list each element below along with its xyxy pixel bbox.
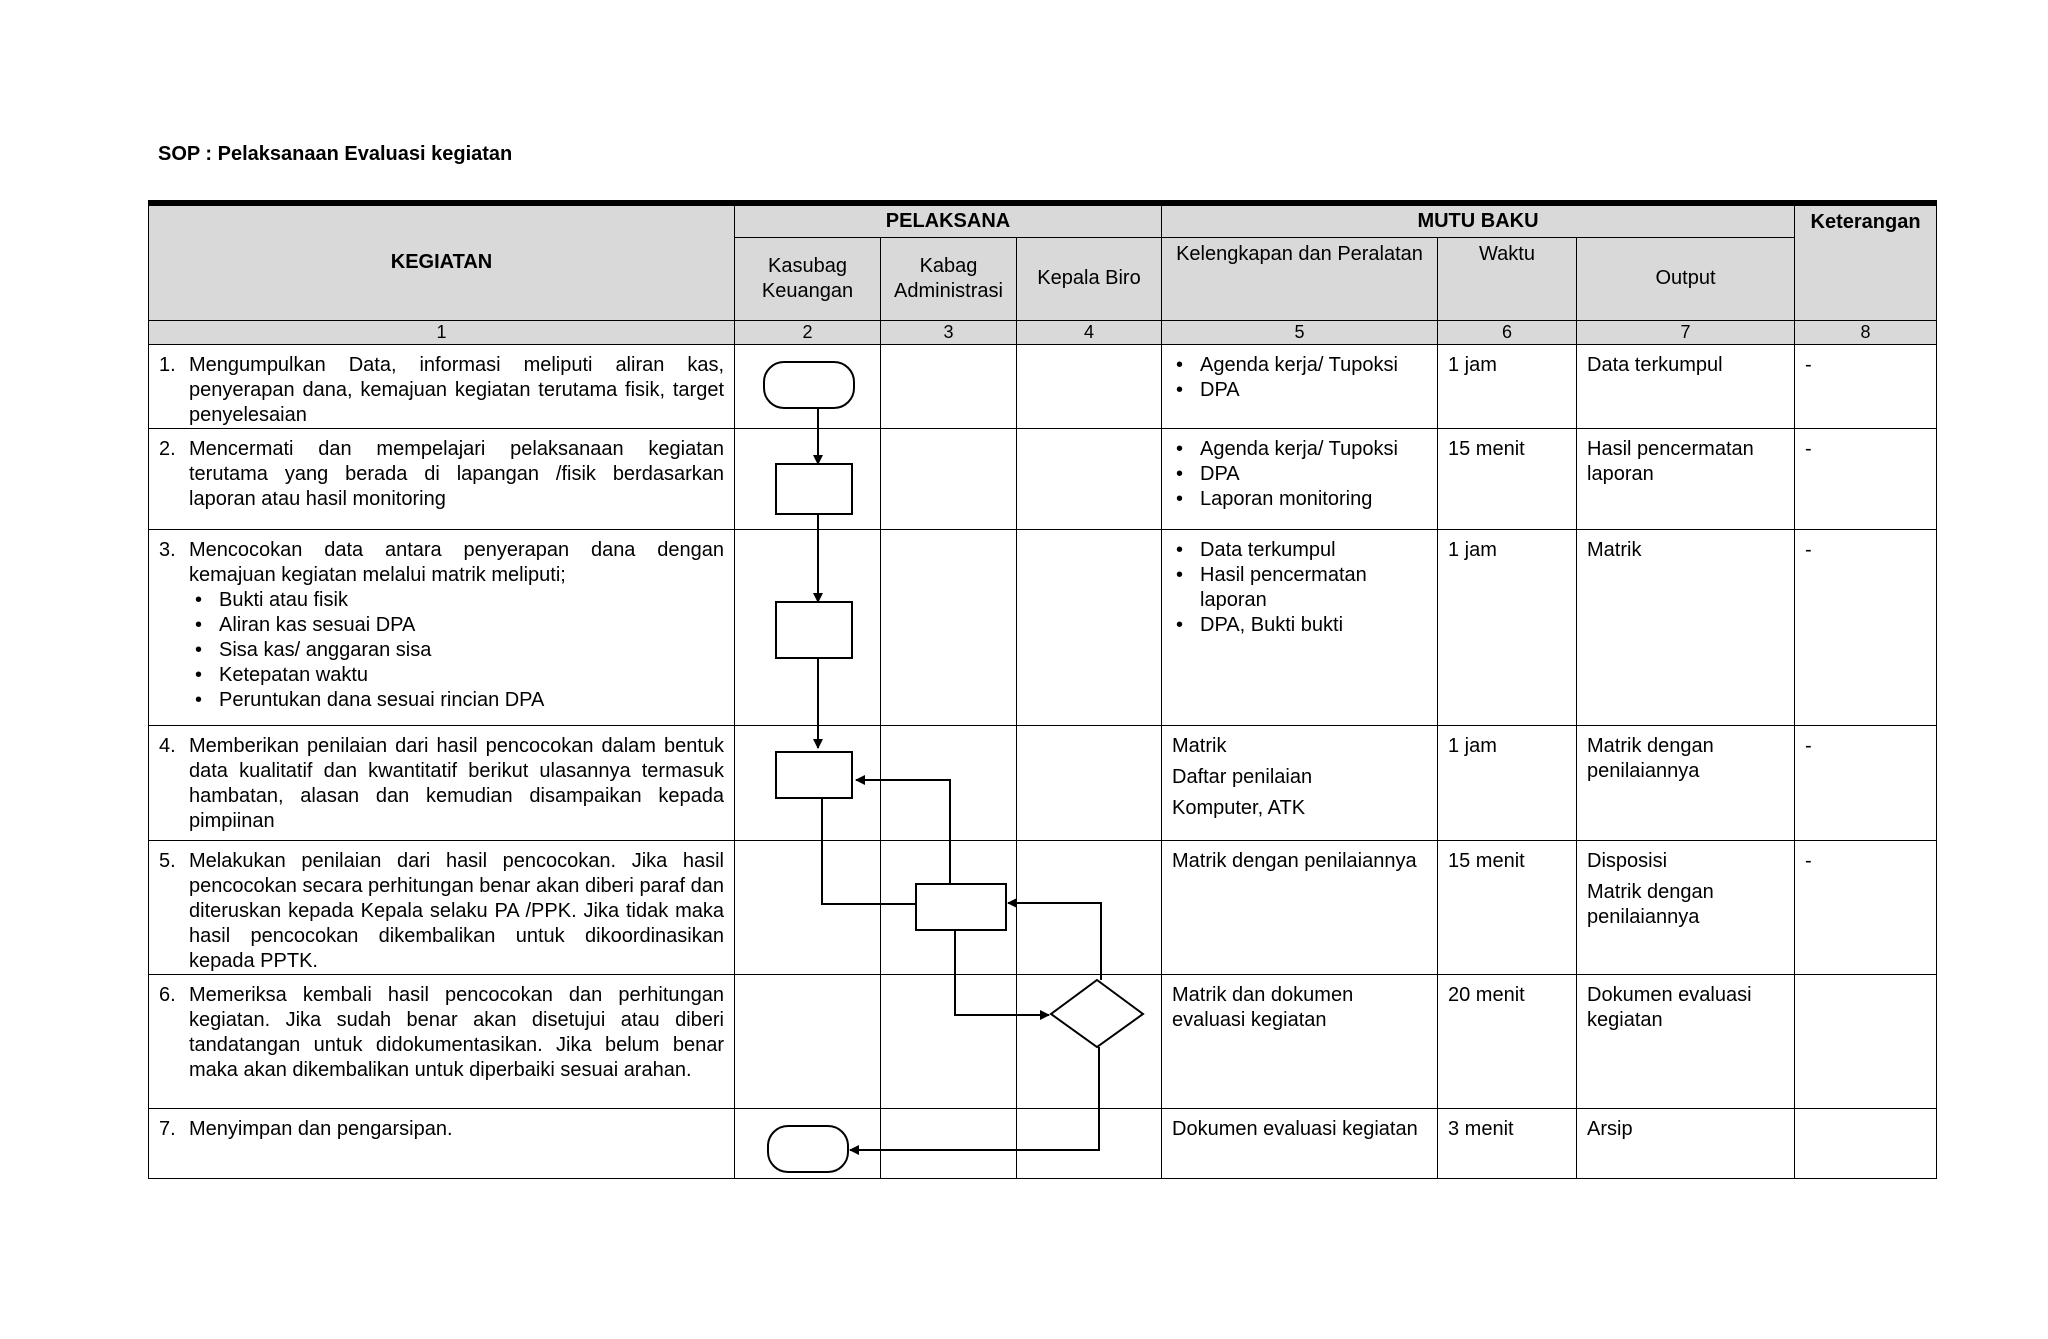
waktu-cell: 15 menit: [1438, 428, 1577, 529]
kegiatan-cell: [149, 974, 735, 1108]
kegiatan-text: Memeriksa kembali hasil pencocokan dan perhitungan kegiatan. Jika sudah benar akan disetujui atau diberi tandatangan untuk didokumentasikan. Jika belum benar maka akan dikembalikan untuk diperbaiki sesuai arahan.: [189, 983, 724, 1081]
table-row: [149, 1108, 1937, 1178]
lane-kabag-cell: [881, 974, 1017, 1108]
list-item: • Ketepatan waktu: [189, 663, 724, 688]
keterangan-cell: [1795, 974, 1937, 1108]
output-cell: [1577, 344, 1795, 428]
output-item: Matrik: [1587, 538, 1642, 561]
output-item: Matrik dengan penilaiannya: [1587, 880, 1714, 928]
kegiatan-cell: [149, 1108, 735, 1178]
output-cell: [1577, 428, 1795, 529]
kelengkapan-cell: [1162, 344, 1438, 428]
header-kabag-administrasi: Kabag Administrasi: [881, 237, 1017, 320]
kegiatan-text: Menyimpan dan pengarsipan.: [189, 1117, 453, 1140]
step-number: 2.: [159, 437, 176, 460]
lane-kabag-cell: [881, 344, 1017, 428]
list-item: • Data terkumpul: [1172, 538, 1427, 563]
kegiatan-cell: [149, 344, 735, 428]
lane-kepala-biro-cell: [1017, 344, 1162, 428]
list-item: • DPA: [1172, 462, 1427, 487]
kelengkapan-item: Matrik dan dokumen evaluasi kegiatan: [1172, 983, 1354, 1031]
kegiatan-cell: [149, 840, 735, 974]
step-number: 1.: [159, 353, 176, 376]
header-waktu: Waktu: [1438, 237, 1577, 320]
output-item: Disposisi: [1587, 849, 1668, 872]
header-output: Output: [1577, 237, 1795, 320]
kegiatan-text: Memberikan penilaian dari hasil pencocokan dalam bentuk data kualitatif dan kwantitatif berikut ulasannya termasuk hambatan, alasan dan kemudian disampaikan kepada pimpiinan: [189, 734, 724, 832]
table-row: [149, 840, 1937, 974]
header-kelengkapan: Kelengkapan dan Peralatan: [1162, 237, 1438, 320]
lane-kabag-cell: [881, 725, 1017, 840]
keterangan-cell: -: [1795, 840, 1937, 974]
step-number: 6.: [159, 983, 176, 1006]
lane-kasubag-cell: [735, 974, 881, 1108]
waktu-cell: 1 jam: [1438, 529, 1577, 725]
lane-kabag-cell: [881, 428, 1017, 529]
keterangan-cell: -: [1795, 725, 1937, 840]
lane-kasubag-cell: [735, 428, 881, 529]
lane-kasubag-cell: [735, 725, 881, 840]
kelengkapan-item: Dokumen evaluasi kegiatan: [1172, 1117, 1418, 1140]
list-item: • Sisa kas/ anggaran sisa: [189, 638, 724, 663]
lane-kepala-biro-cell: [1017, 529, 1162, 725]
waktu-cell: 1 jam: [1438, 344, 1577, 428]
list-item: • Peruntukan dana sesuai rincian DPA: [189, 688, 724, 713]
output-cell: [1577, 529, 1795, 725]
header-mutu-baku: MUTU BAKU: [1162, 203, 1795, 237]
keterangan-cell: -: [1795, 529, 1937, 725]
output-item: Matrik dengan penilaiannya: [1587, 734, 1714, 782]
kelengkapan-cell: [1162, 428, 1438, 529]
kelengkapan-list: [1172, 538, 1427, 638]
keterangan-cell: [1795, 1108, 1937, 1178]
step-number: 3.: [159, 538, 176, 561]
column-number-8: 8: [1795, 320, 1937, 344]
list-item: • DPA: [1172, 378, 1427, 403]
table-row: [149, 428, 1937, 529]
waktu-cell: 1 jam: [1438, 725, 1577, 840]
kelengkapan-list: [1172, 353, 1427, 403]
page-title: SOP : Pelaksanaan Evaluasi kegiatan: [158, 143, 513, 165]
kegiatan-cell: [149, 725, 735, 840]
list-item: • Bukti atau fisik: [189, 588, 724, 613]
table-row: [149, 344, 1937, 428]
kegiatan-text: Mencocokan data antara penyerapan dana dengan kemajuan kegiatan melalui matrik meliputi;: [189, 538, 724, 586]
output-item: Dokumen evaluasi kegiatan: [1587, 983, 1752, 1031]
column-number-3: 3: [881, 320, 1017, 344]
kelengkapan-cell: [1162, 1108, 1438, 1178]
list-item: • Agenda kerja/ Tupoksi: [1172, 437, 1427, 462]
step-number: 4.: [159, 734, 176, 757]
step-number: 7.: [159, 1117, 176, 1140]
lane-kepala-biro-cell: [1017, 428, 1162, 529]
list-item: • Aliran kas sesuai DPA: [189, 613, 724, 638]
kelengkapan-item: Daftar penilaian: [1172, 765, 1313, 788]
output-cell: [1577, 1108, 1795, 1178]
kelengkapan-cell: [1162, 529, 1438, 725]
kelengkapan-list: [1172, 437, 1427, 512]
column-number-5: 5: [1162, 320, 1438, 344]
column-number-6: 6: [1438, 320, 1577, 344]
kelengkapan-cell: [1162, 725, 1438, 840]
header-keterangan: Keterangan: [1795, 203, 1937, 320]
lane-kepala-biro-cell: [1017, 840, 1162, 974]
column-number-4: 4: [1017, 320, 1162, 344]
list-item: • Laporan monitoring: [1172, 487, 1427, 512]
output-item: Arsip: [1587, 1117, 1633, 1140]
kegiatan-text: Mencermati dan mempelajari pelaksanaan kegiatan terutama yang berada di lapangan /fisik berdasarkan laporan atau hasil monitoring: [189, 437, 724, 510]
lane-kepala-biro-cell: [1017, 725, 1162, 840]
header-kegiatan: KEGIATAN: [149, 203, 735, 320]
output-item: Data terkumpul: [1587, 353, 1723, 376]
lane-kepala-biro-cell: [1017, 1108, 1162, 1178]
list-item: • DPA, Bukti bukti: [1172, 613, 1427, 638]
waktu-cell: 20 menit: [1438, 974, 1577, 1108]
kegiatan-text: Mengumpulkan Data, informasi meliputi aliran kas, penyerapan dana, kemajuan kegiatan terutama fisik, target penyelesaian: [189, 353, 724, 426]
output-item: Hasil pencermatan laporan: [1587, 437, 1754, 485]
lane-kabag-cell: [881, 840, 1017, 974]
kegiatan-cell: [149, 529, 735, 725]
kelengkapan-cell: [1162, 974, 1438, 1108]
kegiatan-sub-list: [189, 588, 724, 713]
table-row: [149, 725, 1937, 840]
lane-kasubag-cell: [735, 529, 881, 725]
keterangan-cell: -: [1795, 344, 1937, 428]
lane-kabag-cell: [881, 529, 1017, 725]
column-number-2: 2: [735, 320, 881, 344]
lane-kasubag-cell: [735, 1108, 881, 1178]
keterangan-cell: -: [1795, 428, 1937, 529]
lane-kabag-cell: [881, 1108, 1017, 1178]
table-row: [149, 529, 1937, 725]
step-number: 5.: [159, 849, 176, 872]
lane-kepala-biro-cell: [1017, 974, 1162, 1108]
column-number-1: 1: [149, 320, 735, 344]
header-kepala-biro: Kepala Biro: [1017, 237, 1162, 320]
lane-kasubag-cell: [735, 840, 881, 974]
list-item: • Agenda kerja/ Tupoksi: [1172, 353, 1427, 378]
kelengkapan-item: Komputer, ATK: [1172, 796, 1306, 819]
waktu-cell: 15 menit: [1438, 840, 1577, 974]
lane-kasubag-cell: [735, 344, 881, 428]
kegiatan-text: Melakukan penilaian dari hasil pencocokan. Jika hasil pencocokan secara perhitungan benar akan diberi paraf dan diteruskan kepada Kepala selaku PA /PPK. Jika tidak maka hasil pencocokan dikembalikan untuk dikoordinasikan kepada PPTK.: [189, 849, 724, 972]
table-row: [149, 974, 1937, 1108]
output-cell: [1577, 840, 1795, 974]
list-item: • Hasil pencermatan laporan: [1172, 563, 1427, 613]
kelengkapan-item: Matrik dengan penilaiannya: [1172, 849, 1417, 872]
header-pelaksana: PELAKSANA: [735, 203, 1162, 237]
header-kasubag-keuangan: Kasubag Keuangan: [735, 237, 881, 320]
output-cell: [1577, 974, 1795, 1108]
kegiatan-cell: [149, 428, 735, 529]
kelengkapan-cell: [1162, 840, 1438, 974]
output-cell: [1577, 725, 1795, 840]
sop-table: [148, 200, 1937, 1179]
waktu-cell: 3 menit: [1438, 1108, 1577, 1178]
column-number-7: 7: [1577, 320, 1795, 344]
kelengkapan-item: Matrik: [1172, 734, 1227, 757]
